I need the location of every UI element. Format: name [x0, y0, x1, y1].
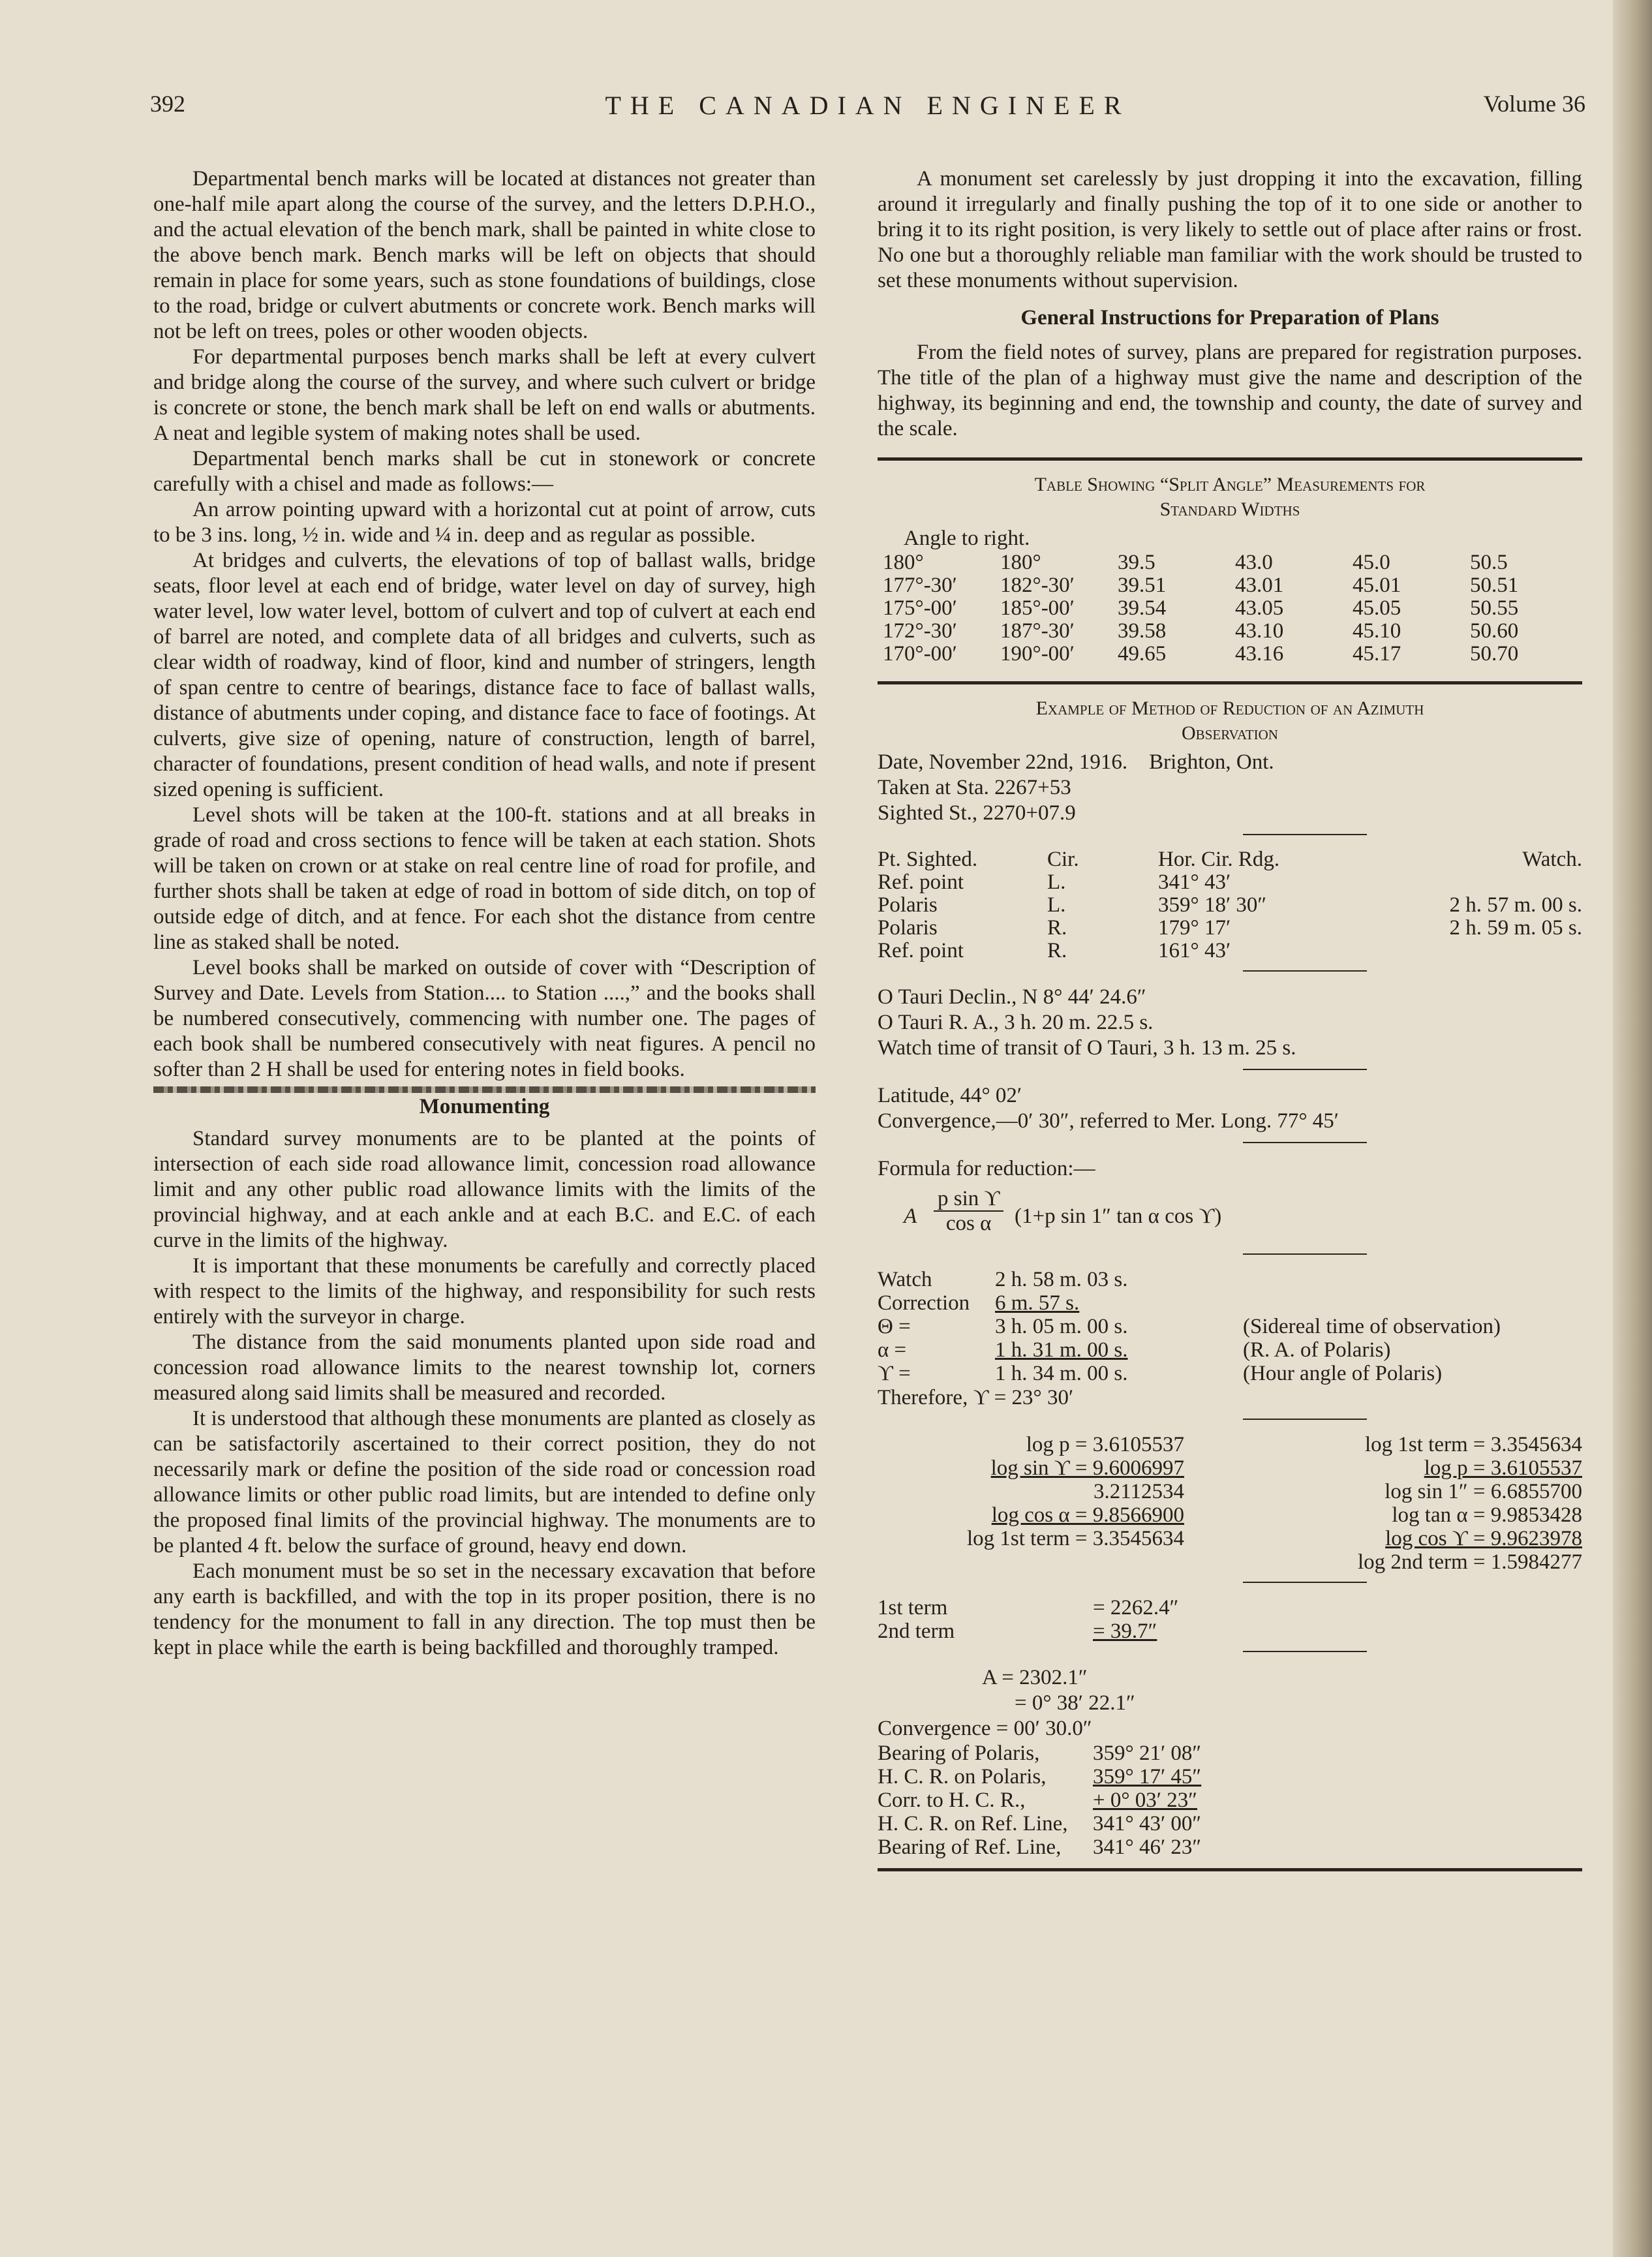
formula-denominator: cos α — [945, 1212, 992, 1235]
table-row — [878, 1268, 1501, 1291]
table-cell: Correction — [878, 1291, 970, 1315]
table-cell: 43.0 — [1235, 551, 1273, 574]
monumenting-heading: Monumenting — [419, 1095, 550, 1118]
table-cell: 3 h. 05 m. 00 s. — [995, 1315, 1128, 1338]
formula-fraction — [934, 1187, 1003, 1235]
table-cell: (Hour angle of Polaris) — [1243, 1362, 1443, 1385]
short-rule — [1243, 1582, 1367, 1583]
table-cell: 50.60 — [1470, 619, 1519, 643]
paragraph: Each monument must be so set in the necessary excavation that before any earth is backfilled, and with the top in its proper position, there is no tendency for the monument to fall in any direction. The top must then be kept in place while the earth is being backfilled and thoroughly tramped. — [153, 1559, 816, 1659]
table-cell: log p = 3.6105537 — [1026, 1433, 1184, 1456]
table-cell — [878, 1550, 1210, 1574]
page-number: 392 — [150, 91, 185, 117]
reduction-formula — [904, 1187, 1582, 1246]
bearing-table — [878, 1742, 1201, 1859]
table-cell: log p = 3.6105537 — [1424, 1456, 1582, 1480]
table-cell — [1243, 1291, 1501, 1315]
table-cell: 43.01 — [1235, 574, 1284, 597]
table-cell: 180° — [883, 551, 924, 574]
table-row — [883, 551, 1587, 574]
therefore-line: Therefore, ϒ = 23° 30′ — [878, 1386, 1074, 1409]
formula-label: Formula for reduction:— — [878, 1157, 1095, 1180]
table-cell: 179° 17′ — [1158, 916, 1231, 940]
journal-title: THE CANADIAN ENGINEER — [605, 91, 1131, 120]
date-line: Date, November 22nd, 1916. Brighton, Ont. — [878, 750, 1274, 774]
time-correction-table — [878, 1268, 1501, 1385]
table-row — [878, 940, 1582, 962]
table-cell: Bearing of Polaris, — [878, 1742, 1040, 1765]
table-cell: Corr. to H. C. R., — [878, 1789, 1026, 1812]
table-row — [878, 1835, 1201, 1859]
table-cell: Polaris — [878, 893, 938, 917]
formula-factor: (1+p sin 1″ tan α cos ϒ) — [1015, 1205, 1222, 1228]
table-cell: + 0° 03′ 23″ — [1093, 1789, 1198, 1812]
paragraph: An arrow pointing upward with a horizontal cut at point of arrow, cuts to be 3 ins. long, ½ in. wide and ¼ in. deep and as regular as possible. — [153, 498, 816, 547]
divider-rule — [878, 681, 1582, 684]
table-row — [878, 1527, 1582, 1550]
paragraph: Standard survey monuments are to be planted at the points of intersection of each side road allowance limit, concession road allowance limit and any other public road allowance limits with the limits of the provincial highway, and at each ankle and at each B.C. and E.C. of each curve in the limits of the highway. — [153, 1127, 816, 1252]
taken-line: Taken at Sta. 2267+53 — [878, 776, 1071, 799]
table-cell — [1243, 1268, 1501, 1291]
table-cell: 39.51 — [1118, 574, 1167, 597]
table-cell: R. — [1047, 939, 1067, 962]
table-cell: 39.58 — [1118, 619, 1167, 643]
short-rule — [1243, 1253, 1367, 1255]
table-cell: Bearing of Ref. Line, — [878, 1835, 1062, 1859]
table-cell: Ref. point — [878, 939, 964, 962]
split-angle-caption — [878, 472, 1582, 522]
split-angle-subhead: Angle to right. — [904, 527, 1030, 550]
table-cell: 45.01 — [1353, 574, 1401, 597]
table-cell: 175°-00′ — [883, 596, 957, 620]
table-row — [878, 1433, 1582, 1456]
table-cell: 359° 17′ 45″ — [1093, 1765, 1202, 1789]
table-row — [878, 1338, 1501, 1362]
table-row — [883, 597, 1587, 620]
table-cell: log 1st term = 3.3545634 — [966, 1527, 1184, 1550]
column-header: Watch. — [1522, 848, 1582, 871]
table-cell: R. — [1047, 916, 1067, 940]
table-cell: Ref. point — [878, 870, 964, 894]
table-cell: log sin ϒ = 9.6006997 — [990, 1456, 1184, 1480]
column-header: Hor. Cir. Rdg. — [1158, 848, 1280, 871]
table-row — [878, 1362, 1501, 1385]
table-cell: 1 h. 34 m. 00 s. — [995, 1362, 1128, 1385]
table-cell: 2 h. 57 m. 00 s. — [1449, 893, 1582, 917]
table-cell: 185°-00′ — [1000, 596, 1075, 620]
table-row — [878, 1812, 1201, 1835]
paragraph: It is understood that although these monuments are planted as closely as can be satisfactorily ascertained to their correct position, they do not necessarily mark or define the position of the side road or concession road allowance limits or other public road limits, but are intended to define only the proposed final limits of the provincial highway. The monuments are to be planted 4 ft. below the surface of ground, heavy end down. — [153, 1407, 816, 1558]
table-cell: 50.51 — [1470, 574, 1519, 597]
caption-line: Standard Widths — [1159, 499, 1300, 520]
table-cell: log sin 1″ = 6.6855700 — [1384, 1480, 1582, 1503]
terms-table — [878, 1596, 1178, 1643]
table-row — [878, 1789, 1201, 1812]
table-cell: 43.16 — [1235, 642, 1284, 666]
table-cell: 2 h. 59 m. 05 s. — [1449, 916, 1582, 940]
latitude-line: Latitude, 44° 02′ — [878, 1084, 1022, 1107]
table-cell: 45.10 — [1353, 619, 1401, 643]
table-cell: 39.54 — [1118, 596, 1167, 620]
table-cell: 49.65 — [1118, 642, 1167, 666]
table-cell: = 39.7″ — [1093, 1620, 1157, 1643]
table-cell: log tan α = 9.9853428 — [1392, 1503, 1582, 1527]
volume-label: Volume 36 — [1483, 91, 1585, 117]
caption-line: Example of Method of Reduction of an Azimuth — [1035, 698, 1424, 719]
table-cell: 50.70 — [1470, 642, 1519, 666]
convergence-line: Convergence,—0′ 30″, referred to Mer. Long. 77° 45′ — [878, 1109, 1339, 1133]
paragraph: The distance from the said monuments planted upon side road and concession road allowance limits to the nearest township lot, corners measured along said limits shall be measured and recorded. — [153, 1330, 816, 1405]
a-value-degrees: = 0° 38′ 22.1″ — [1015, 1691, 1135, 1715]
table-row — [878, 1480, 1582, 1503]
table-row — [878, 1742, 1201, 1765]
table-header-row — [878, 848, 1582, 871]
table-cell: (R. A. of Polaris) — [1243, 1338, 1391, 1362]
table-cell: 1 h. 31 m. 00 s. — [995, 1338, 1128, 1362]
caption-line: Table Showing “Split Angle” Measurements for — [1034, 474, 1426, 495]
table-cell: 2nd term — [878, 1620, 955, 1643]
caption-line: Observation — [1182, 722, 1278, 744]
table-cell: L. — [1047, 893, 1066, 917]
table-cell: log cos α = 9.8566900 — [991, 1503, 1184, 1527]
table-row — [878, 1503, 1582, 1527]
tauri-declination: O Tauri Declin., N 8° 44′ 24.6″ — [878, 985, 1146, 1009]
table-cell: Polaris — [878, 916, 938, 940]
table-cell: log cos ϒ = 9.9623978 — [1385, 1527, 1582, 1550]
table-row — [883, 620, 1587, 643]
table-cell: 1st term — [878, 1596, 948, 1620]
paragraph: Departmental bench marks will be located at distances not greater than one-half mile apart along the course of the survey, and the letters D.P.H.O., and the actual elevation of the bench mark, shall be painted in white close to the above bench mark. Bench marks will be left on objects that should remain in place for some years, such as stone foundations of buildings, close to the road, bridge or culvert abutments or concrete work. Bench marks will not be left on trees, poles or other wooden objects. — [153, 167, 816, 343]
table-cell: 341° 46′ 23″ — [1093, 1835, 1202, 1859]
table-cell: 359° 18′ 30″ — [1158, 893, 1267, 917]
table-cell: 45.05 — [1353, 596, 1401, 620]
table-cell — [1380, 940, 1582, 962]
divider-rule — [878, 457, 1582, 461]
table-cell: 177°-30′ — [883, 574, 957, 597]
table-row — [878, 1596, 1178, 1620]
table-cell: 50.55 — [1470, 596, 1519, 620]
formula-numerator: p sin ϒ — [934, 1187, 1003, 1212]
watch-transit: Watch time of transit of O Tauri, 3 h. 13 m. 25 s. — [878, 1036, 1296, 1060]
table-row — [878, 917, 1582, 940]
table-cell: Θ = — [878, 1315, 911, 1338]
table-cell: 39.5 — [1118, 551, 1155, 574]
azimuth-example-caption — [878, 696, 1582, 746]
table-cell: 182°-30′ — [1000, 574, 1075, 597]
table-cell: Watch — [878, 1268, 932, 1291]
short-rule — [1243, 1069, 1367, 1070]
table-cell: 190°-00′ — [1000, 642, 1075, 666]
short-rule — [1243, 1142, 1367, 1143]
paragraph: It is important that these monuments be carefully and correctly placed with respect to the limits of the highway, and responsibility for such rests entirely with the surveyor in charge. — [153, 1254, 816, 1328]
table-row — [878, 1765, 1201, 1789]
table-cell: H. C. R. on Polaris, — [878, 1765, 1047, 1789]
paragraph: From the field notes of survey, plans are prepared for registration purposes. The title of the plan of a highway must give the name and description of the highway, its beginning and end, the township and county, the date of survey and the scale. — [878, 341, 1582, 440]
column-header: Cir. — [1047, 848, 1079, 871]
table-cell: 43.10 — [1235, 619, 1284, 643]
table-cell: 187°-30′ — [1000, 619, 1075, 643]
paragraph: At bridges and culverts, the elevations of top of ballast walls, bridge seats, floor level at each end of bridge, water level on day of survey, high water level, low water level, bottom of culvert and top of culvert at each end of barrel are noted, and complete data of all bridges and culverts, such as clear width of roadway, kind of floor, kind and number of stringers, length of span centre to centre of bearings, distance face to face of ballast walls, distance of abutments under coping, and distance face to face of footings. At culverts, give size of opening, nature of construction, length of barrel, character of foundations, present condition of head walls, and note if present sized opening is sufficient. — [153, 549, 816, 801]
table-row — [883, 643, 1587, 666]
tauri-right-ascension: O Tauri R. A., 3 h. 20 m. 22.5 s. — [878, 1011, 1154, 1034]
table-cell: 172°-30′ — [883, 619, 957, 643]
short-rule — [1243, 970, 1367, 972]
table-row — [878, 1291, 1501, 1315]
table-cell: H. C. R. on Ref. Line, — [878, 1812, 1068, 1835]
section-divider — [153, 1086, 816, 1093]
paragraph: Level shots will be taken at the 100-ft. stations and at all breaks in grade of road and cross sections to fence will be taken at each station. Shots will be taken on crown or at stake on real centre line of road for profile, and further shots shall be taken at edge of road in bottom of side ditch, on top of outside edge of ditch, and at fence. For each shot the distance from centre line as staked shall be noted. — [153, 803, 816, 954]
table-cell: 180° — [1000, 551, 1041, 574]
table-row — [878, 1550, 1582, 1574]
a-value: A = 2302.1″ — [982, 1666, 1088, 1689]
table-cell: 50.5 — [1470, 551, 1508, 574]
table-cell: L. — [1047, 870, 1066, 894]
table-row — [878, 871, 1582, 894]
column-header: Pt. Sighted. — [878, 848, 978, 871]
short-rule — [1243, 1651, 1367, 1652]
short-rule — [1243, 1419, 1367, 1420]
page-header — [150, 90, 1585, 129]
table-cell: 45.17 — [1353, 642, 1401, 666]
table-row — [883, 574, 1587, 597]
table-cell: α = — [878, 1338, 907, 1362]
table-cell: 45.0 — [1353, 551, 1390, 574]
convergence-value: Convergence = 00′ 30.0″ — [878, 1717, 1092, 1740]
table-cell: 170°-00′ — [883, 642, 957, 666]
table-cell: 359° 21′ 08″ — [1093, 1742, 1202, 1765]
table-cell: 2 h. 58 m. 03 s. — [995, 1268, 1128, 1291]
paragraph: Departmental bench marks shall be cut in stonework or concrete carefully with a chisel and made as follows:— — [153, 447, 816, 496]
right-column — [878, 166, 1582, 1871]
table-cell: 43.05 — [1235, 596, 1284, 620]
plans-heading: General Instructions for Preparation of Plans — [1020, 306, 1439, 330]
table-cell: 341° 43′ 00″ — [1093, 1812, 1202, 1835]
short-rule — [1243, 834, 1367, 835]
table-cell: 3.2112534 — [1093, 1480, 1184, 1503]
formula-a: A — [904, 1205, 917, 1228]
logarithm-table — [878, 1433, 1582, 1574]
table-row — [878, 1456, 1582, 1480]
table-cell: 341° 43′ — [1158, 870, 1231, 894]
table-row — [878, 1315, 1501, 1338]
table-cell: 161° 43′ — [1158, 939, 1231, 962]
table-cell — [1380, 871, 1582, 894]
table-cell: log 2nd term = 1.5984277 — [1357, 1550, 1582, 1574]
page-edge-shadow — [1613, 0, 1652, 2257]
left-column — [153, 166, 816, 1661]
observation-table — [878, 848, 1582, 962]
sighted-line: Sighted St., 2270+07.9 — [878, 801, 1076, 825]
table-cell: 6 m. 57 s. — [995, 1291, 1080, 1315]
table-cell: ϒ = — [878, 1362, 911, 1385]
paragraph: Level books shall be marked on outside of cover with “Description of Survey and Date. Levels from Station.... to Station ....,” and the books shall be numbered consecutively, commencing with number one. The pages of each book shall be numbered consecutively with neat figures. A pencil no softer than 2 H shall be used for entering notes in field books. — [153, 956, 816, 1081]
table-row — [878, 1620, 1178, 1643]
table-row — [878, 894, 1582, 917]
divider-rule — [878, 1868, 1582, 1871]
split-angle-table — [883, 551, 1587, 666]
table-cell: (Sidereal time of observation) — [1243, 1315, 1501, 1338]
paragraph: For departmental purposes bench marks shall be left at every culvert and bridge along the course of the survey, and where such culvert or bridge is concrete or stone, the bench mark shall be left on end walls or abutments. A neat and legible system of making notes shall be used. — [153, 345, 816, 445]
table-cell: log 1st term = 3.3545634 — [1364, 1433, 1582, 1456]
table-cell: = 2262.4″ — [1093, 1596, 1179, 1620]
paragraph: A monument set carelessly by just dropping it into the excavation, filling around it irregularly and finally pushing the top of it to one side or another to bring it to its right position, is very likely to settle out of place after rains or frost. No one but a thoroughly reliable man familiar with the work should be trusted to set these monuments without supervision. — [878, 167, 1582, 292]
